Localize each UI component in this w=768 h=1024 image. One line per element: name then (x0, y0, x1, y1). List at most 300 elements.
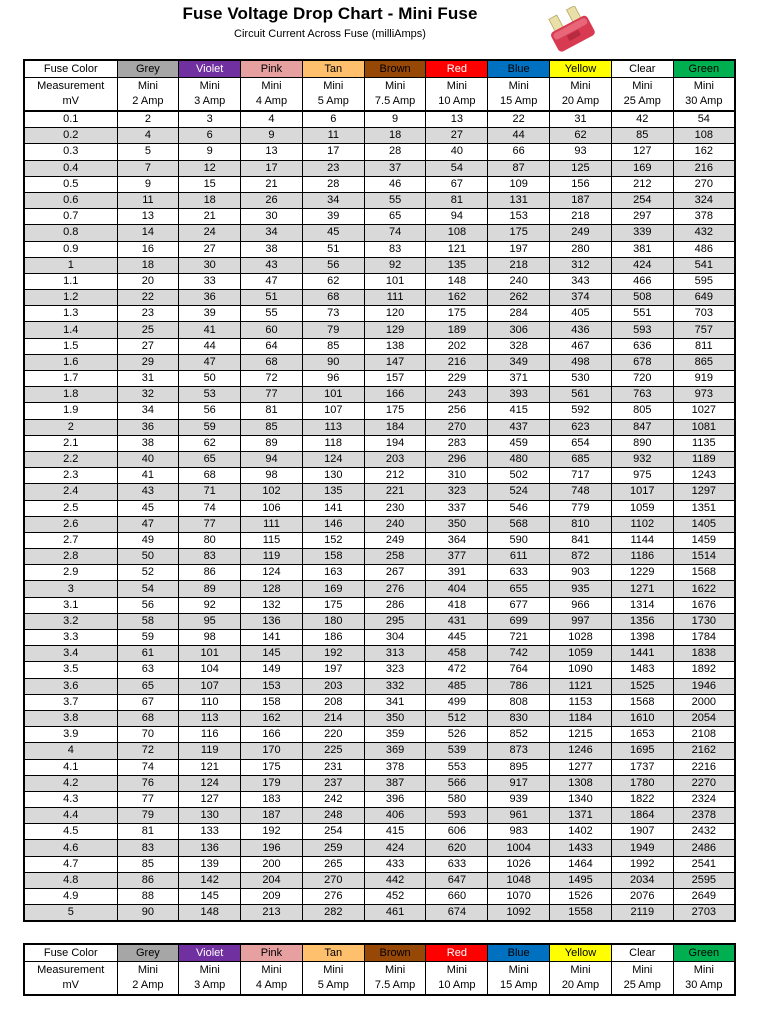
current-cell: 203 (364, 451, 426, 467)
current-cell: 1822 (611, 791, 673, 807)
current-cell: 94 (426, 209, 488, 225)
current-cell: 1464 (550, 856, 612, 872)
current-cell: 175 (426, 306, 488, 322)
current-cell: 81 (117, 824, 179, 840)
current-cell: 254 (611, 192, 673, 208)
measurement-cell: 0.1 (24, 111, 117, 128)
current-cell: 935 (550, 581, 612, 597)
current-cell: 47 (241, 273, 303, 289)
current-cell: 81 (426, 192, 488, 208)
current-cell: 1907 (611, 824, 673, 840)
current-cell: 258 (364, 549, 426, 565)
current-cell: 67 (117, 694, 179, 710)
fuse-rating-cell: Mini 30 Amp (673, 78, 735, 112)
current-cell: 2486 (673, 840, 735, 856)
fuse-voltage-drop-table (23, 59, 736, 922)
table-row (24, 322, 735, 338)
measurement-cell: 4.4 (24, 808, 117, 824)
table-row (24, 840, 735, 856)
current-cell: 157 (364, 371, 426, 387)
current-cell: 1277 (550, 759, 612, 775)
current-cell: 147 (364, 354, 426, 370)
page-subtitle: Circuit Current Across Fuse (milliAmps) (234, 28, 426, 40)
current-cell: 44 (488, 128, 550, 144)
current-cell: 2270 (673, 775, 735, 791)
current-cell: 593 (611, 322, 673, 338)
measurement-cell: 0.2 (24, 128, 117, 144)
current-cell: 1121 (550, 678, 612, 694)
table-row (24, 662, 735, 678)
table-row (24, 856, 735, 872)
current-cell: 466 (611, 273, 673, 289)
table-row (24, 371, 735, 387)
fuse-rating-header-row (24, 78, 735, 112)
current-cell: 406 (364, 808, 426, 824)
current-cell: 1405 (673, 516, 735, 532)
current-cell: 530 (550, 371, 612, 387)
current-cell: 27 (117, 338, 179, 354)
measurement-cell: 3.4 (24, 646, 117, 662)
current-cell: 115 (241, 532, 303, 548)
current-cell: 34 (302, 192, 364, 208)
table-row (24, 597, 735, 613)
current-cell: 77 (179, 516, 241, 532)
fuse-color-header-row (24, 944, 735, 962)
current-cell: 1780 (611, 775, 673, 791)
current-cell: 86 (179, 565, 241, 581)
fuse-color-violet: Violet (179, 60, 241, 78)
measurement-cell: 4.6 (24, 840, 117, 856)
table-row (24, 889, 735, 905)
current-cell: 1184 (550, 710, 612, 726)
table-row (24, 630, 735, 646)
current-cell: 1297 (673, 484, 735, 500)
current-cell: 58 (117, 613, 179, 629)
current-cell: 135 (302, 484, 364, 500)
measurement-cell: 2.8 (24, 549, 117, 565)
current-cell: 810 (550, 516, 612, 532)
fuse-color-green: Green (673, 944, 735, 962)
current-cell: 23 (302, 160, 364, 176)
current-cell: 1059 (550, 646, 612, 662)
current-cell: 31 (117, 371, 179, 387)
measurement-cell: 4.8 (24, 872, 117, 888)
current-cell: 124 (302, 451, 364, 467)
current-cell: 18 (117, 257, 179, 273)
current-cell: 77 (117, 791, 179, 807)
measurement-cell: 2.1 (24, 435, 117, 451)
current-cell: 1441 (611, 646, 673, 662)
current-cell: 30 (241, 209, 303, 225)
current-cell: 16 (117, 241, 179, 257)
current-cell: 1048 (488, 872, 550, 888)
current-cell: 1004 (488, 840, 550, 856)
current-cell: 38 (241, 241, 303, 257)
current-cell: 502 (488, 468, 550, 484)
current-cell: 65 (179, 451, 241, 467)
current-cell: 1525 (611, 678, 673, 694)
current-cell: 1676 (673, 597, 735, 613)
measurement-cell: 5 (24, 905, 117, 922)
current-cell: 283 (426, 435, 488, 451)
current-cell: 59 (179, 419, 241, 435)
current-cell: 1892 (673, 662, 735, 678)
current-cell: 179 (241, 775, 303, 791)
current-cell: 230 (364, 500, 426, 516)
current-cell: 119 (241, 549, 303, 565)
current-cell: 1610 (611, 710, 673, 726)
current-cell: 485 (426, 678, 488, 694)
current-cell: 213 (241, 905, 303, 922)
current-cell: 4 (241, 111, 303, 128)
current-cell: 748 (550, 484, 612, 500)
current-cell: 461 (364, 905, 426, 922)
current-cell: 85 (241, 419, 303, 435)
current-cell: 1653 (611, 727, 673, 743)
current-cell: 148 (179, 905, 241, 922)
current-cell: 28 (302, 176, 364, 192)
current-cell: 895 (488, 759, 550, 775)
current-cell: 131 (488, 192, 550, 208)
measurement-cell: 1.4 (24, 322, 117, 338)
table-row (24, 387, 735, 403)
current-cell: 270 (426, 419, 488, 435)
current-cell: 873 (488, 743, 550, 759)
current-cell: 310 (426, 468, 488, 484)
current-cell: 296 (426, 451, 488, 467)
current-cell: 919 (673, 371, 735, 387)
current-cell: 36 (179, 290, 241, 306)
table-row (24, 808, 735, 824)
measurement-cell: 4 (24, 743, 117, 759)
current-cell: 111 (364, 290, 426, 306)
fuse-color-label: Fuse Color (24, 60, 117, 78)
fuse-color-pink: Pink (241, 60, 303, 78)
measurement-cell: 0.6 (24, 192, 117, 208)
current-cell: 1026 (488, 856, 550, 872)
current-cell: 203 (302, 678, 364, 694)
current-cell: 50 (179, 371, 241, 387)
table-row (24, 727, 735, 743)
current-cell: 313 (364, 646, 426, 662)
current-cell: 961 (488, 808, 550, 824)
current-cell: 276 (364, 581, 426, 597)
current-cell: 216 (426, 354, 488, 370)
table-row (24, 468, 735, 484)
current-cell: 685 (550, 451, 612, 467)
current-cell: 1028 (550, 630, 612, 646)
current-cell: 158 (241, 694, 303, 710)
current-cell: 184 (364, 419, 426, 435)
current-cell: 98 (179, 630, 241, 646)
current-cell: 22 (488, 111, 550, 128)
measurement-label: Measurement mV (24, 78, 117, 112)
current-cell: 55 (241, 306, 303, 322)
current-cell: 841 (550, 532, 612, 548)
current-cell: 339 (611, 225, 673, 241)
current-cell: 2324 (673, 791, 735, 807)
current-cell: 677 (488, 597, 550, 613)
current-cell: 83 (364, 241, 426, 257)
current-cell: 53 (179, 387, 241, 403)
current-cell: 240 (488, 273, 550, 289)
current-cell: 459 (488, 435, 550, 451)
current-cell: 1495 (550, 872, 612, 888)
fuse-rating-cell: Mini 5 Amp (302, 962, 364, 996)
current-cell: 872 (550, 549, 612, 565)
current-cell: 526 (426, 727, 488, 743)
current-cell: 717 (550, 468, 612, 484)
current-cell: 280 (550, 241, 612, 257)
current-cell: 64 (241, 338, 303, 354)
measurement-cell: 4.5 (24, 824, 117, 840)
current-cell: 415 (488, 403, 550, 419)
current-cell: 9 (179, 144, 241, 160)
current-cell: 1271 (611, 581, 673, 597)
current-cell: 779 (550, 500, 612, 516)
current-cell: 72 (117, 743, 179, 759)
current-cell: 6 (302, 111, 364, 128)
measurement-cell: 2.5 (24, 500, 117, 516)
current-cell: 175 (241, 759, 303, 775)
current-cell: 270 (673, 176, 735, 192)
current-cell: 498 (550, 354, 612, 370)
current-cell: 903 (550, 565, 612, 581)
measurement-cell: 0.3 (24, 144, 117, 160)
current-cell: 654 (550, 435, 612, 451)
current-cell: 541 (673, 257, 735, 273)
current-cell: 6 (179, 128, 241, 144)
current-cell: 130 (179, 808, 241, 824)
current-cell: 80 (179, 532, 241, 548)
current-cell: 1144 (611, 532, 673, 548)
current-cell: 67 (426, 176, 488, 192)
measurement-cell: 3 (24, 581, 117, 597)
current-cell: 43 (241, 257, 303, 273)
current-cell: 72 (241, 371, 303, 387)
current-cell: 306 (488, 322, 550, 338)
current-cell: 742 (488, 646, 550, 662)
current-cell: 33 (179, 273, 241, 289)
current-cell: 56 (179, 403, 241, 419)
table-row (24, 257, 735, 273)
table-row (24, 500, 735, 516)
current-cell: 1838 (673, 646, 735, 662)
fuse-rating-cell: Mini 15 Amp (488, 78, 550, 112)
current-cell: 349 (488, 354, 550, 370)
current-cell: 480 (488, 451, 550, 467)
fuse-color-clear: Clear (611, 60, 673, 78)
fuse-color-red: Red (426, 944, 488, 962)
current-cell: 566 (426, 775, 488, 791)
current-cell: 98 (241, 468, 303, 484)
current-cell: 34 (241, 225, 303, 241)
measurement-cell: 1.6 (24, 354, 117, 370)
current-cell: 85 (611, 128, 673, 144)
current-cell: 633 (488, 565, 550, 581)
current-cell: 1081 (673, 419, 735, 435)
current-cell: 118 (302, 435, 364, 451)
current-cell: 1070 (488, 889, 550, 905)
current-cell: 674 (426, 905, 488, 922)
table-row (24, 209, 735, 225)
current-cell: 966 (550, 597, 612, 613)
table-row (24, 565, 735, 581)
current-cell: 5 (117, 144, 179, 160)
measurement-cell: 3.3 (24, 630, 117, 646)
current-cell: 295 (364, 613, 426, 629)
fuse-rating-cell: Mini 25 Amp (611, 962, 673, 996)
measurement-cell: 1.3 (24, 306, 117, 322)
fuse-color-blue: Blue (488, 60, 550, 78)
current-cell: 175 (302, 597, 364, 613)
table-row (24, 128, 735, 144)
current-cell: 68 (302, 290, 364, 306)
current-cell: 262 (488, 290, 550, 306)
current-cell: 328 (488, 338, 550, 354)
current-cell: 649 (673, 290, 735, 306)
current-cell: 49 (117, 532, 179, 548)
current-cell: 405 (550, 306, 612, 322)
table-row (24, 160, 735, 176)
current-cell: 2649 (673, 889, 735, 905)
current-cell: 393 (488, 387, 550, 403)
fuse-rating-cell: Mini 4 Amp (241, 78, 303, 112)
current-cell: 1737 (611, 759, 673, 775)
measurement-cell: 3.5 (24, 662, 117, 678)
current-cell: 90 (117, 905, 179, 922)
current-cell: 38 (117, 435, 179, 451)
current-cell: 553 (426, 759, 488, 775)
current-cell: 343 (550, 273, 612, 289)
current-cell: 1314 (611, 597, 673, 613)
current-cell: 30 (179, 257, 241, 273)
current-cell: 847 (611, 419, 673, 435)
current-cell: 163 (302, 565, 364, 581)
current-cell: 31 (550, 111, 612, 128)
current-cell: 65 (117, 678, 179, 694)
current-cell: 15 (179, 176, 241, 192)
current-cell: 7 (117, 160, 179, 176)
current-cell: 166 (364, 387, 426, 403)
table-row (24, 581, 735, 597)
current-cell: 4 (117, 128, 179, 144)
current-cell: 45 (117, 500, 179, 516)
fuse-rating-cell: Mini 2 Amp (117, 78, 179, 112)
current-cell: 243 (426, 387, 488, 403)
current-cell: 17 (241, 160, 303, 176)
current-cell: 180 (302, 613, 364, 629)
measurement-cell: 0.4 (24, 160, 117, 176)
measurement-cell: 2 (24, 419, 117, 435)
current-cell: 2000 (673, 694, 735, 710)
current-cell: 1949 (611, 840, 673, 856)
table-row (24, 872, 735, 888)
table-row (24, 824, 735, 840)
current-cell: 68 (241, 354, 303, 370)
current-cell: 79 (117, 808, 179, 824)
table-row (24, 225, 735, 241)
current-cell: 445 (426, 630, 488, 646)
current-cell: 378 (673, 209, 735, 225)
current-cell: 51 (241, 290, 303, 306)
current-cell: 830 (488, 710, 550, 726)
current-cell: 633 (426, 856, 488, 872)
current-cell: 47 (179, 354, 241, 370)
current-cell: 229 (426, 371, 488, 387)
current-cell: 132 (241, 597, 303, 613)
measurement-cell: 0.5 (24, 176, 117, 192)
current-cell: 124 (179, 775, 241, 791)
current-cell: 932 (611, 451, 673, 467)
current-cell: 606 (426, 824, 488, 840)
current-cell: 452 (364, 889, 426, 905)
current-cell: 852 (488, 727, 550, 743)
current-cell: 337 (426, 500, 488, 516)
current-cell: 61 (117, 646, 179, 662)
current-cell: 415 (364, 824, 426, 840)
current-cell: 56 (302, 257, 364, 273)
current-cell: 108 (426, 225, 488, 241)
current-cell: 139 (179, 856, 241, 872)
current-cell: 116 (179, 727, 241, 743)
current-cell: 2378 (673, 808, 735, 824)
current-cell: 9 (117, 176, 179, 192)
current-cell: 764 (488, 662, 550, 678)
current-cell: 939 (488, 791, 550, 807)
current-cell: 2034 (611, 872, 673, 888)
table-row (24, 549, 735, 565)
measurement-cell: 1.9 (24, 403, 117, 419)
current-cell: 350 (426, 516, 488, 532)
current-cell: 87 (488, 160, 550, 176)
current-cell: 2595 (673, 872, 735, 888)
current-cell: 1622 (673, 581, 735, 597)
current-cell: 1229 (611, 565, 673, 581)
current-cell: 158 (302, 549, 364, 565)
current-cell: 74 (179, 500, 241, 516)
current-cell: 539 (426, 743, 488, 759)
current-cell: 175 (488, 225, 550, 241)
table-row (24, 905, 735, 922)
current-cell: 218 (488, 257, 550, 273)
current-cell: 2703 (673, 905, 735, 922)
current-cell: 79 (302, 322, 364, 338)
current-cell: 63 (117, 662, 179, 678)
current-cell: 197 (302, 662, 364, 678)
current-cell: 43 (117, 484, 179, 500)
current-cell: 1189 (673, 451, 735, 467)
current-cell: 276 (302, 889, 364, 905)
current-cell: 1243 (673, 468, 735, 484)
current-cell: 2054 (673, 710, 735, 726)
current-cell: 120 (364, 306, 426, 322)
current-cell: 162 (673, 144, 735, 160)
current-cell: 424 (364, 840, 426, 856)
current-cell: 41 (117, 468, 179, 484)
current-cell: 611 (488, 549, 550, 565)
measurement-cell: 0.8 (24, 225, 117, 241)
current-cell: 52 (117, 565, 179, 581)
table-row (24, 192, 735, 208)
current-cell: 524 (488, 484, 550, 500)
current-cell: 391 (426, 565, 488, 581)
table-row (24, 678, 735, 694)
table-row (24, 176, 735, 192)
current-cell: 40 (426, 144, 488, 160)
current-cell: 62 (550, 128, 612, 144)
table-row (24, 484, 735, 500)
